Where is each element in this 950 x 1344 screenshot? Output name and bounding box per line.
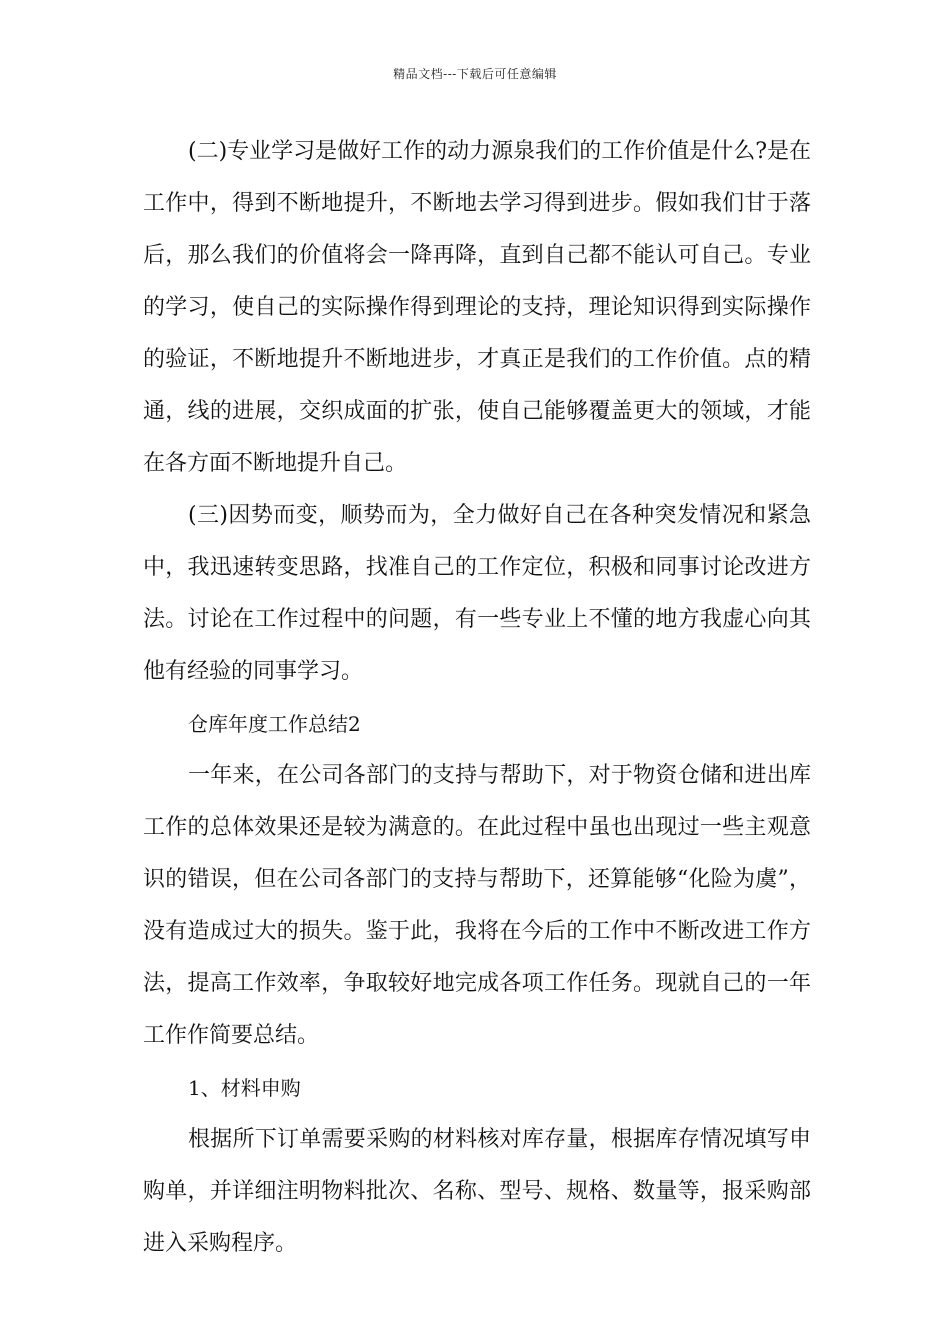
page-header: 精品文档---下载后可任意编辑	[393, 67, 557, 81]
subheading-material-purchase: 1、材料申购	[188, 1076, 301, 1100]
paragraph-adapt-to-situation: (三)因势而变，顺势而为，全力做好自己在各种突发情况和紧急中，我迅速转变思路，找准自己的工作定位，积极和同事讨论改进方法。讨论在工作过程中的问题，有一些专业上不懂的地方我虚心向其他有经验的同事学习。	[143, 503, 811, 684]
document-body	[143, 126, 811, 1270]
paragraph-purchase-process: 根据所下订单需要采购的材料核对库存量，根据库存情况填写申购单，并详细注明物料批次、名称、型号、规格、数量等，报采购部进入采购程序。	[143, 1127, 811, 1256]
paragraph-year-overview: 一年来，在公司各部门的支持与帮助下，对于物资仓储和进出库工作的总体效果还是较为满意的。在此过程中虽也出现过一些主观意识的错误，但在公司各部门的支持与帮助下，还算能够“化险为虞”，没有造成过大的损失。鉴于此，我将在今后的工作中不断改进工作方法，提高工作效率，争取较好地完成各项工作任务。现就自己的一年工作作简要总结。	[143, 763, 811, 1048]
paragraph-professional-learning: (二)专业学习是做好工作的动力源泉我们的工作价值是什么?是在工作中，得到不断地提升，不断地去学习得到进步。假如我们甘于落后，那么我们的价值将会一降再降，直到自己都不能认可自己。专业的学习，使自己的实际操作得到理论的支持，理论知识得到实际操作的验证，不断地提升不断地进步，才真正是我们的工作价值。点的精通，线的进展，交织成面的扩张，使自己能够覆盖更大的领域，才能在各方面不断地提升自己。	[143, 139, 811, 476]
section-heading-summary-2: 仓库年度工作总结2	[188, 712, 361, 736]
